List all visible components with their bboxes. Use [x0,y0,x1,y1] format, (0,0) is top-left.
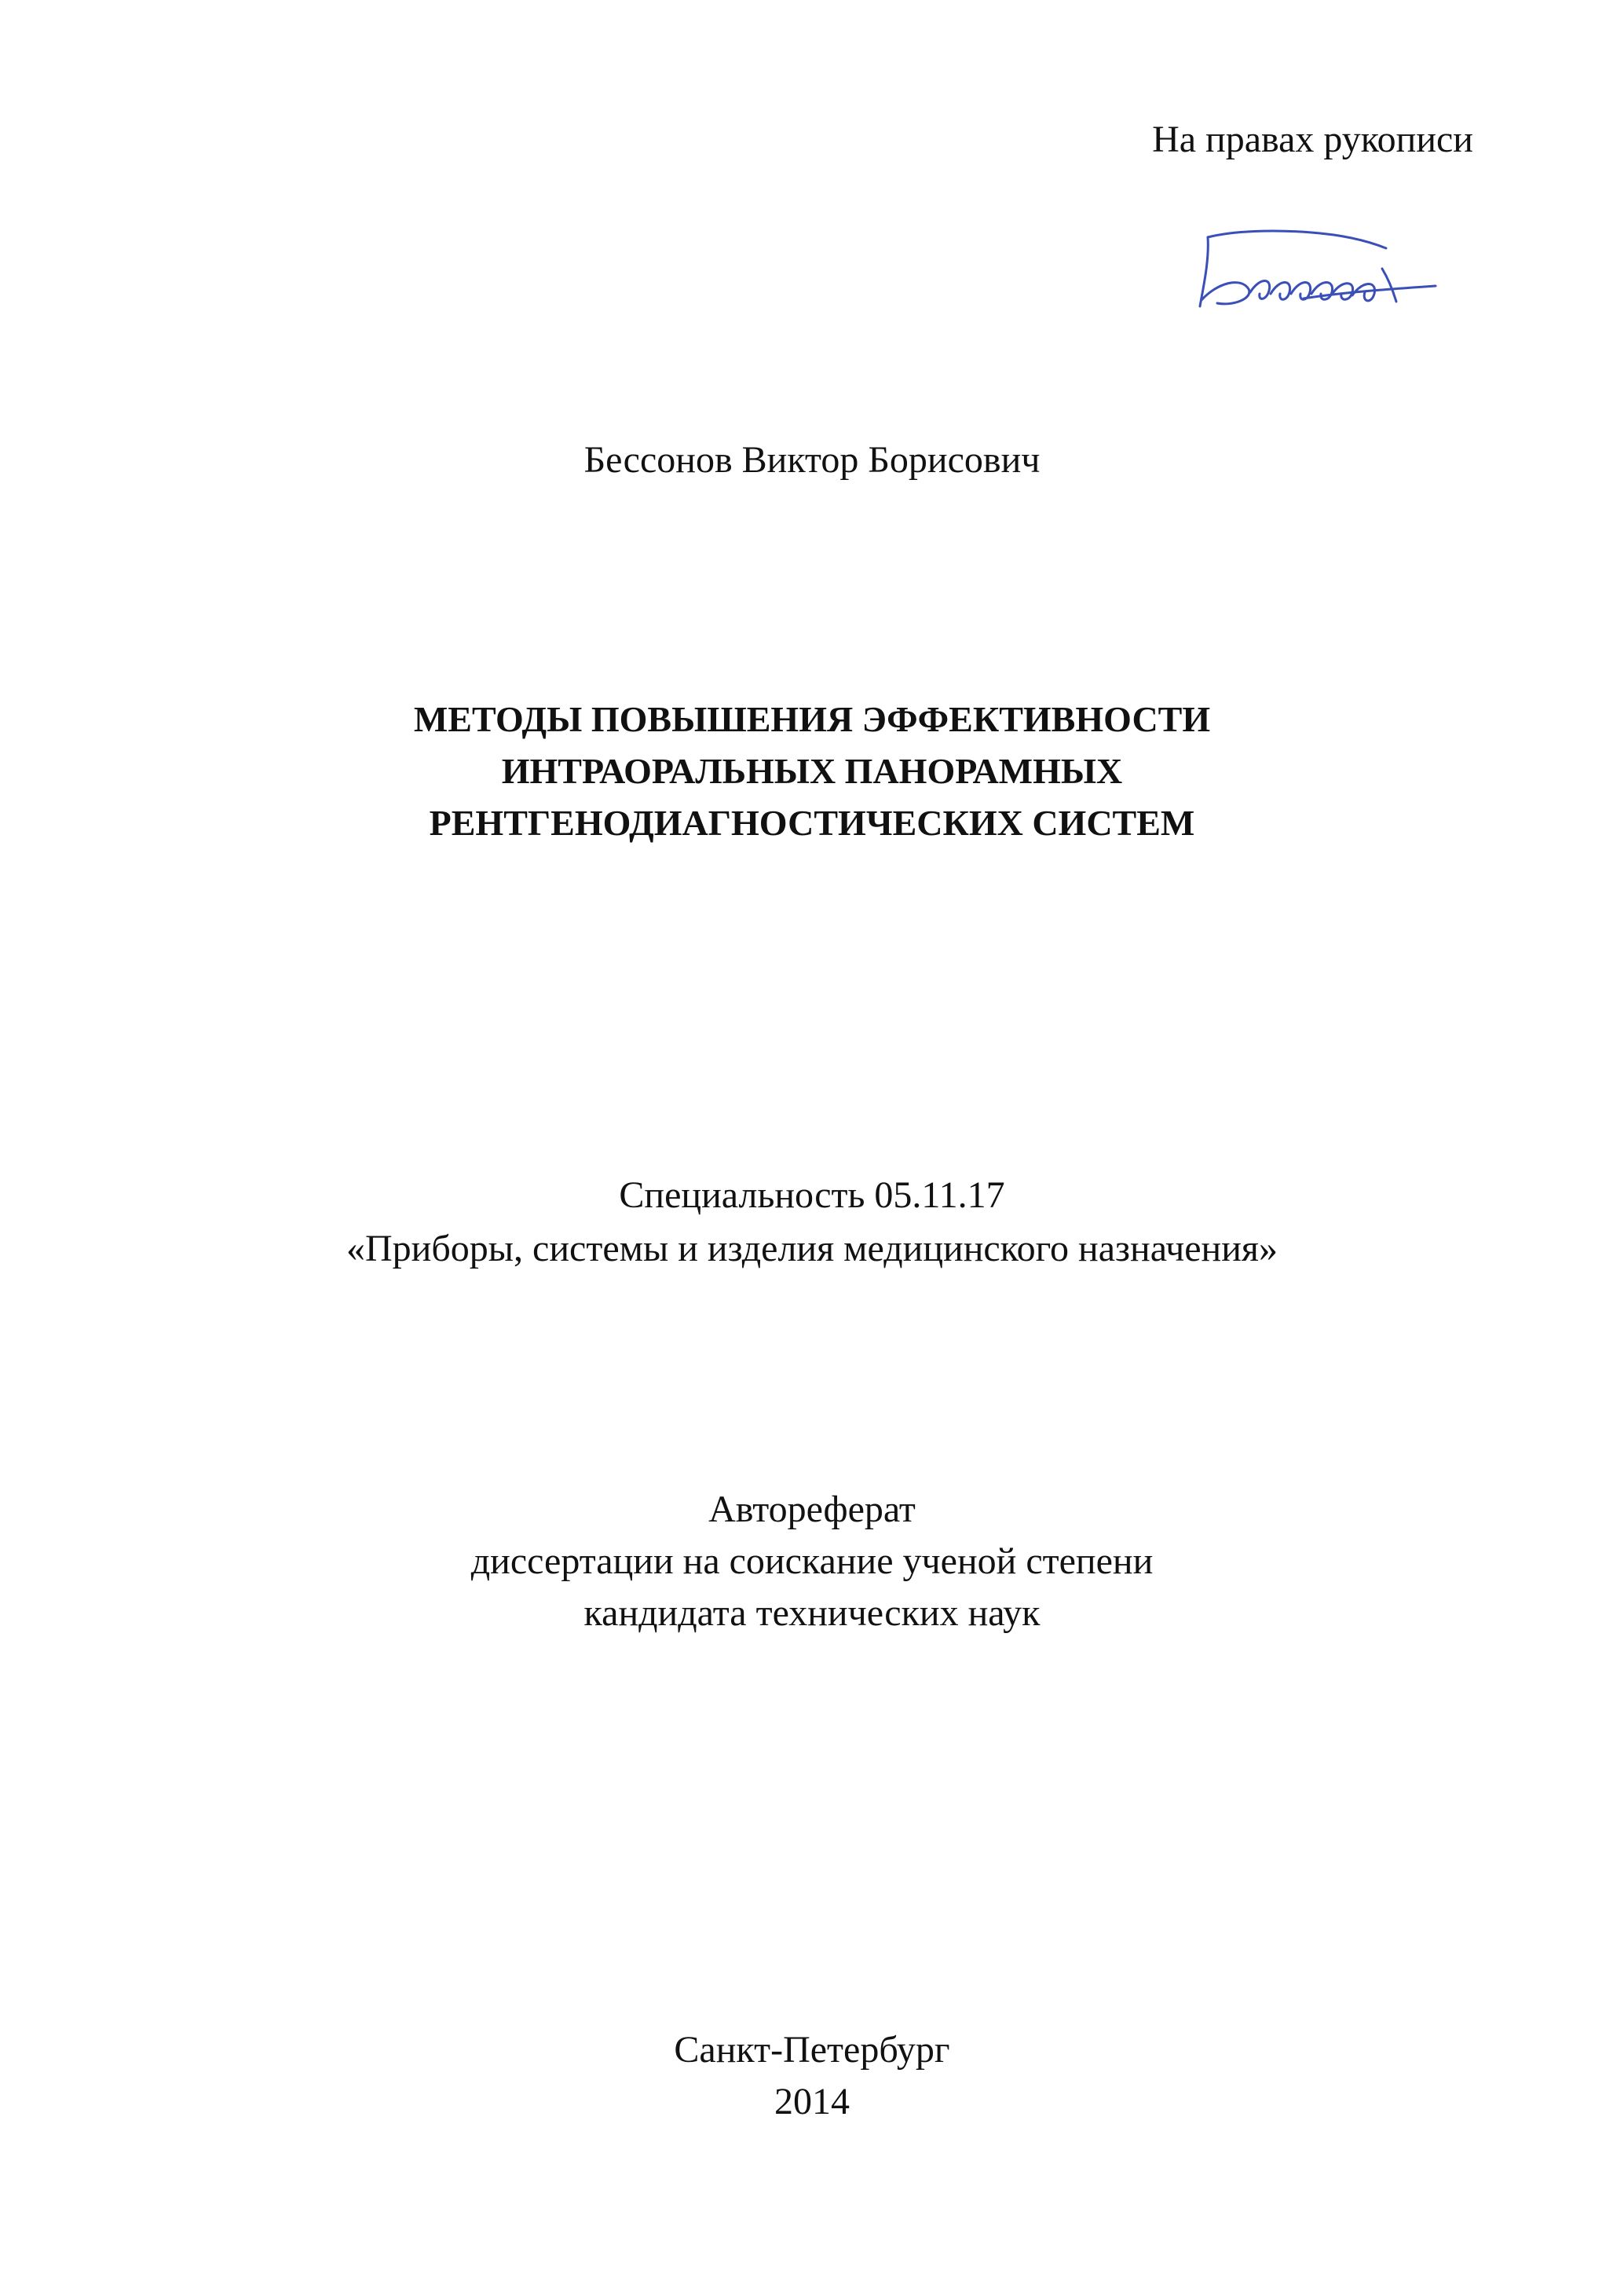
specialty-code: Специальность 05.11.17 [619,1174,1005,1216]
title-line-2: ИНТРАОРАЛЬНЫХ ПАНОРАМНЫХ [501,751,1123,791]
specialty-name: «Приборы, системы и изделия медицинского назначения» [346,1228,1278,1269]
title-line-1: МЕТОДЫ ПОВЫШЕНИЯ ЭФФЕКТИВНОСТИ [413,699,1211,739]
year: 2014 [774,2081,850,2122]
abstract-line-1: Автореферат [708,1489,916,1530]
city: Санкт-Петербург [674,2029,950,2071]
abstract-line-3: кандидата технических наук [583,1592,1041,1634]
signature-icon [1186,214,1445,324]
author-name: Бессонов Виктор Борисович [583,439,1041,481]
rights-note: На правах рукописи [1152,119,1473,160]
abstract-line-2: диссертации на соискание ученой степени [470,1540,1154,1582]
title-line-3: РЕНТГЕНОДИАГНОСТИЧЕСКИХ СИСТЕМ [429,803,1195,843]
